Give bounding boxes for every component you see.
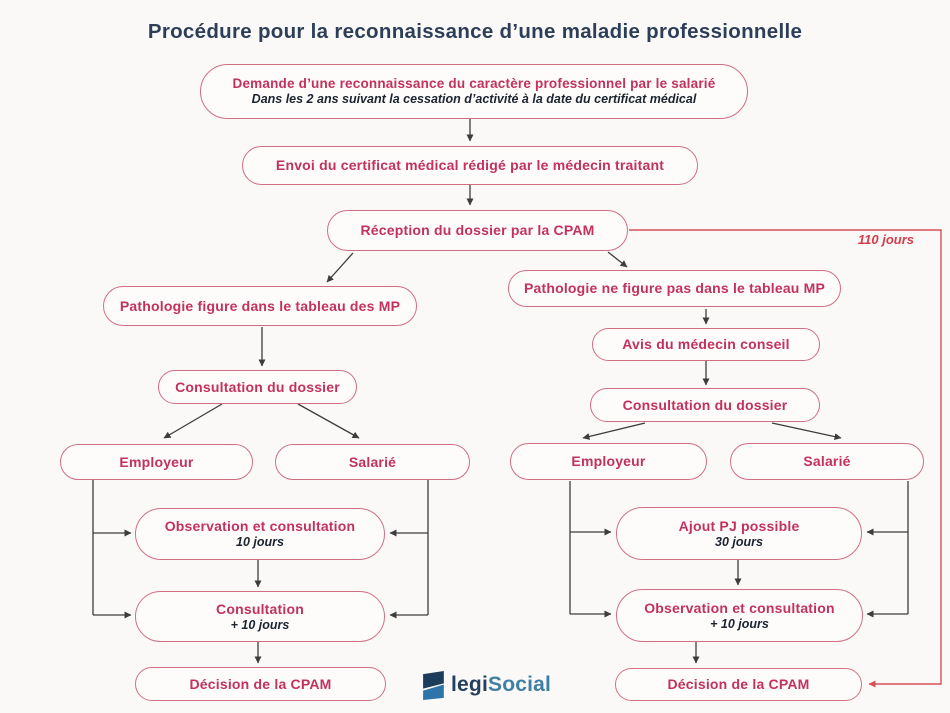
node-avis-medecin-conseil xyxy=(592,328,820,361)
node-label: Employeur xyxy=(571,453,646,470)
node-decision-cpam-gauche xyxy=(135,667,386,701)
node-label: Ajout PJ possible xyxy=(678,517,800,534)
legisocial-logo xyxy=(422,668,551,702)
node-envoi-certificat xyxy=(242,146,698,185)
node-subtext: + 10 jours xyxy=(230,617,290,632)
node-label: Pathologie figure dans le tableau des MP xyxy=(119,297,401,314)
node-label: Consultation du dossier xyxy=(175,378,340,395)
node-observation-consultation-droite xyxy=(616,589,863,642)
node-subtext: Dans les 2 ans suivant la cessation d’activité à la date du certificat médical xyxy=(251,92,697,107)
node-salarie-gauche xyxy=(275,444,470,480)
node-label: Avis du médecin conseil xyxy=(622,336,790,353)
node-label: Décision de la CPAM xyxy=(667,676,810,693)
node-subtext: 10 jours xyxy=(236,535,284,550)
node-label: Employeur xyxy=(119,453,194,470)
node-label: Salarié xyxy=(803,453,851,470)
node-demande-reconnaissance xyxy=(200,64,748,119)
node-label: Consultation du dossier xyxy=(622,396,788,413)
node-label: Consultation xyxy=(216,600,304,617)
node-salarie-droite xyxy=(730,443,924,480)
node-label: Observation et consultation xyxy=(644,599,835,616)
node-label: Pathologie ne figure pas dans le tableau MP xyxy=(523,280,826,297)
node-consultation-dossier-droite xyxy=(590,388,820,422)
node-label: Réception du dossier par la CPAM xyxy=(360,222,595,239)
node-employeur-gauche xyxy=(60,444,253,480)
page-title: Procédure pour la reconnaissance d’une maladie professionnelle xyxy=(147,20,803,43)
logo-text xyxy=(451,673,551,697)
node-label: Envoi du certificat médical rédigé par le médecin traitant xyxy=(275,157,665,174)
logo-text-social: Social xyxy=(487,673,552,696)
node-label: Observation et consultation xyxy=(164,518,356,535)
node-label: Demande d’une reconnaissance du caractère professionnel par le salarié xyxy=(232,75,716,91)
node-subtext: + 10 jours xyxy=(710,616,769,631)
node-decision-cpam-droite xyxy=(615,668,862,701)
node-label: Salarié xyxy=(348,453,397,470)
node-label: Décision de la CPAM xyxy=(189,675,332,692)
node-consultation-gauche xyxy=(135,591,385,642)
node-employeur-droite xyxy=(510,443,707,480)
node-ajout-pj xyxy=(616,507,862,560)
delay-110-jours-label: 110 jours xyxy=(857,232,914,247)
node-observation-consultation-gauche xyxy=(135,508,385,560)
node-pathologie-hors-tableau xyxy=(508,270,841,307)
node-reception-cpam xyxy=(327,210,628,251)
legisocial-icon xyxy=(422,671,447,700)
logo-text-legi: legi xyxy=(451,673,488,696)
node-pathologie-tableau xyxy=(103,286,417,326)
node-consultation-dossier-gauche xyxy=(158,370,357,404)
node-subtext: 30 jours xyxy=(715,534,763,549)
